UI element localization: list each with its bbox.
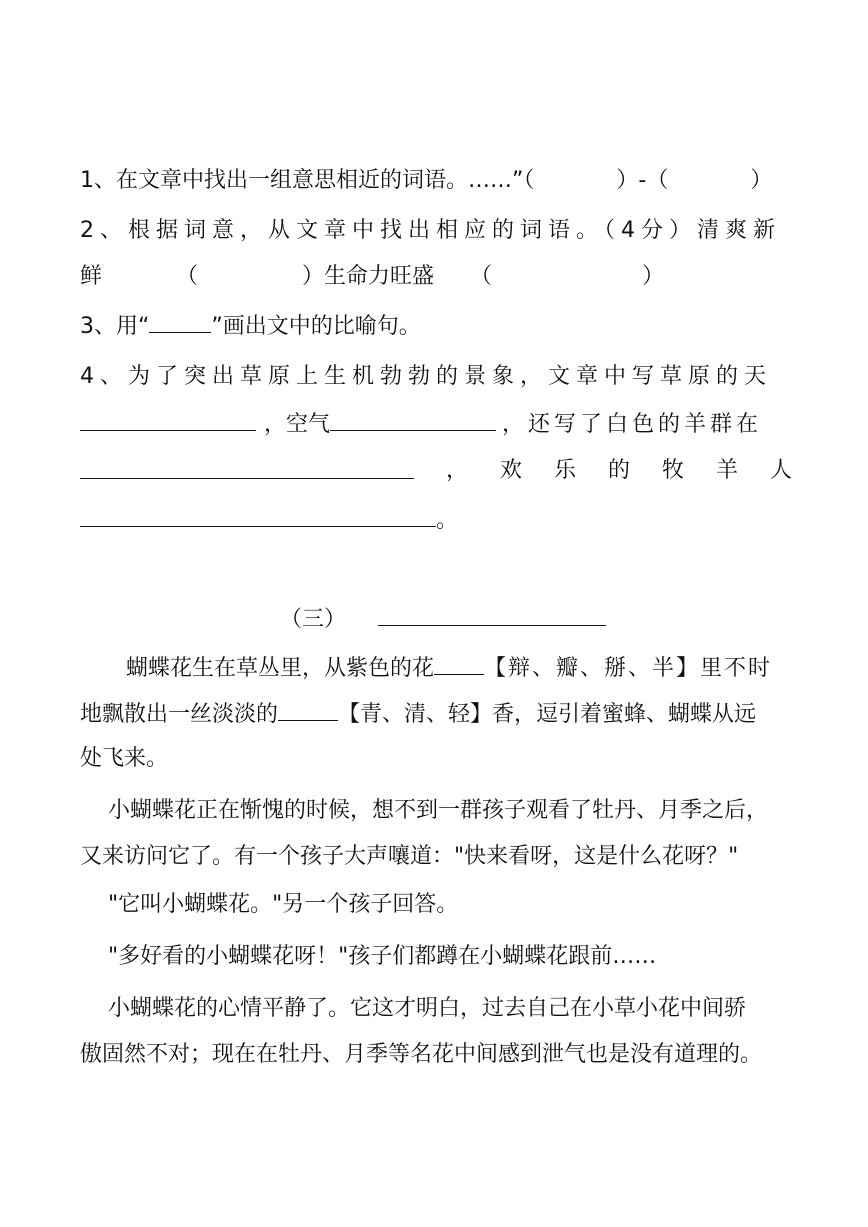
question-2-paren-close-2: ） [642, 264, 665, 289]
passage-paragraph-4 [80, 942, 792, 972]
question-2-paren-open-1: （ [176, 264, 199, 289]
answer-blank[interactable] [80, 456, 414, 479]
passage-text: 地飘散出一丝淡淡的 [80, 702, 279, 727]
answer-blank[interactable] [149, 310, 211, 333]
question-2-paren-open-2: （ [470, 264, 493, 289]
question-4-line-1: 4、为了突出草原上生机勃勃的景象，文章中写草原的天 [80, 364, 772, 389]
section-3-title: （三） [280, 607, 347, 632]
question-4-char: 欢 [499, 458, 522, 483]
passage-paragraph-1-line-1 [80, 652, 792, 684]
passage-text: "多好看的小蝴蝶花呀！"孩子们都蹲在小蝴蝶花跟前…… [108, 944, 657, 969]
question-4-comma: ， [445, 458, 468, 483]
question-3-text-a: 3、用“ [80, 314, 150, 339]
answer-blank[interactable] [434, 652, 484, 675]
passage-text: 【青、清、轻】香，逗引着蜜蜂、蝴蝶从远 [338, 702, 757, 727]
question-4-text-b: ，还写了白色的羊群在 [502, 412, 763, 437]
question-3-text-b: ”画出文中的比喻句。 [211, 314, 421, 339]
question-4-line-4 [80, 504, 792, 536]
passage-text: 蝴蝶花生在草丛里，从紫色的花 [126, 656, 435, 681]
passage-paragraph-5-line-1 [80, 994, 792, 1024]
question-4-char: 羊 [715, 458, 738, 483]
question-4-char: 乐 [553, 458, 576, 483]
passage-text: 小蝴蝶花的心情平静了。它这才明白，过去自己在小草小花中间骄 [108, 996, 747, 1021]
question-4-line-3 [80, 456, 792, 486]
question-1-text: 1、在文章中找出一组意思相近的词语。……”（ [80, 168, 535, 193]
question-2-line-1: 2、根据词意，从文章中找出相应的词语。（4分）清爽新 [80, 218, 781, 243]
question-2-line-2 [80, 262, 792, 292]
answer-blank[interactable] [330, 408, 496, 431]
answer-blank[interactable] [278, 698, 338, 721]
question-4-char: 的 [607, 458, 630, 483]
question-1-mid: ）-（ [616, 168, 669, 193]
answer-blank[interactable] [80, 504, 436, 527]
passage-text: "它叫小蝴蝶花。"另一个孩子回答。 [108, 892, 459, 917]
passage-paragraph-1-line-3: 处飞来。 [80, 746, 169, 771]
section-3-heading [280, 603, 606, 635]
answer-blank[interactable] [80, 408, 256, 431]
passage-paragraph-2-line-1 [80, 796, 792, 826]
question-4-period: 。 [436, 508, 459, 533]
question-4-line-2 [80, 408, 792, 440]
passage-text: 小蝴蝶花正在惭愧的时候，想不到一群孩子观看了牡丹、月季之后， [108, 798, 769, 823]
passage-paragraph-3 [80, 890, 792, 920]
question-4-char: 人 [769, 458, 792, 483]
question-1 [80, 166, 792, 196]
passage-text: 【辩、瓣、掰、半】里不时 [484, 656, 773, 681]
passage-paragraph-2-line-2: 又来访问它了。有一个孩子大声嚷道："快来看呀，这是什么花呀？" [80, 844, 739, 869]
passage-paragraph-1-line-2 [80, 698, 792, 730]
question-2-text-c: ）生命力旺盛 [302, 264, 435, 289]
question-2-text-a: 鲜 [80, 264, 103, 289]
question-4-char: 牧 [661, 458, 684, 483]
title-blank[interactable] [378, 603, 606, 626]
question-1-end: ） [750, 168, 773, 193]
passage-paragraph-5-line-2: 傲固然不对；现在在牡丹、月季等名花中间感到泄气也是没有道理的。 [80, 1042, 763, 1067]
question-3 [80, 310, 792, 342]
question-4-text-a: ，空气 [264, 412, 331, 437]
